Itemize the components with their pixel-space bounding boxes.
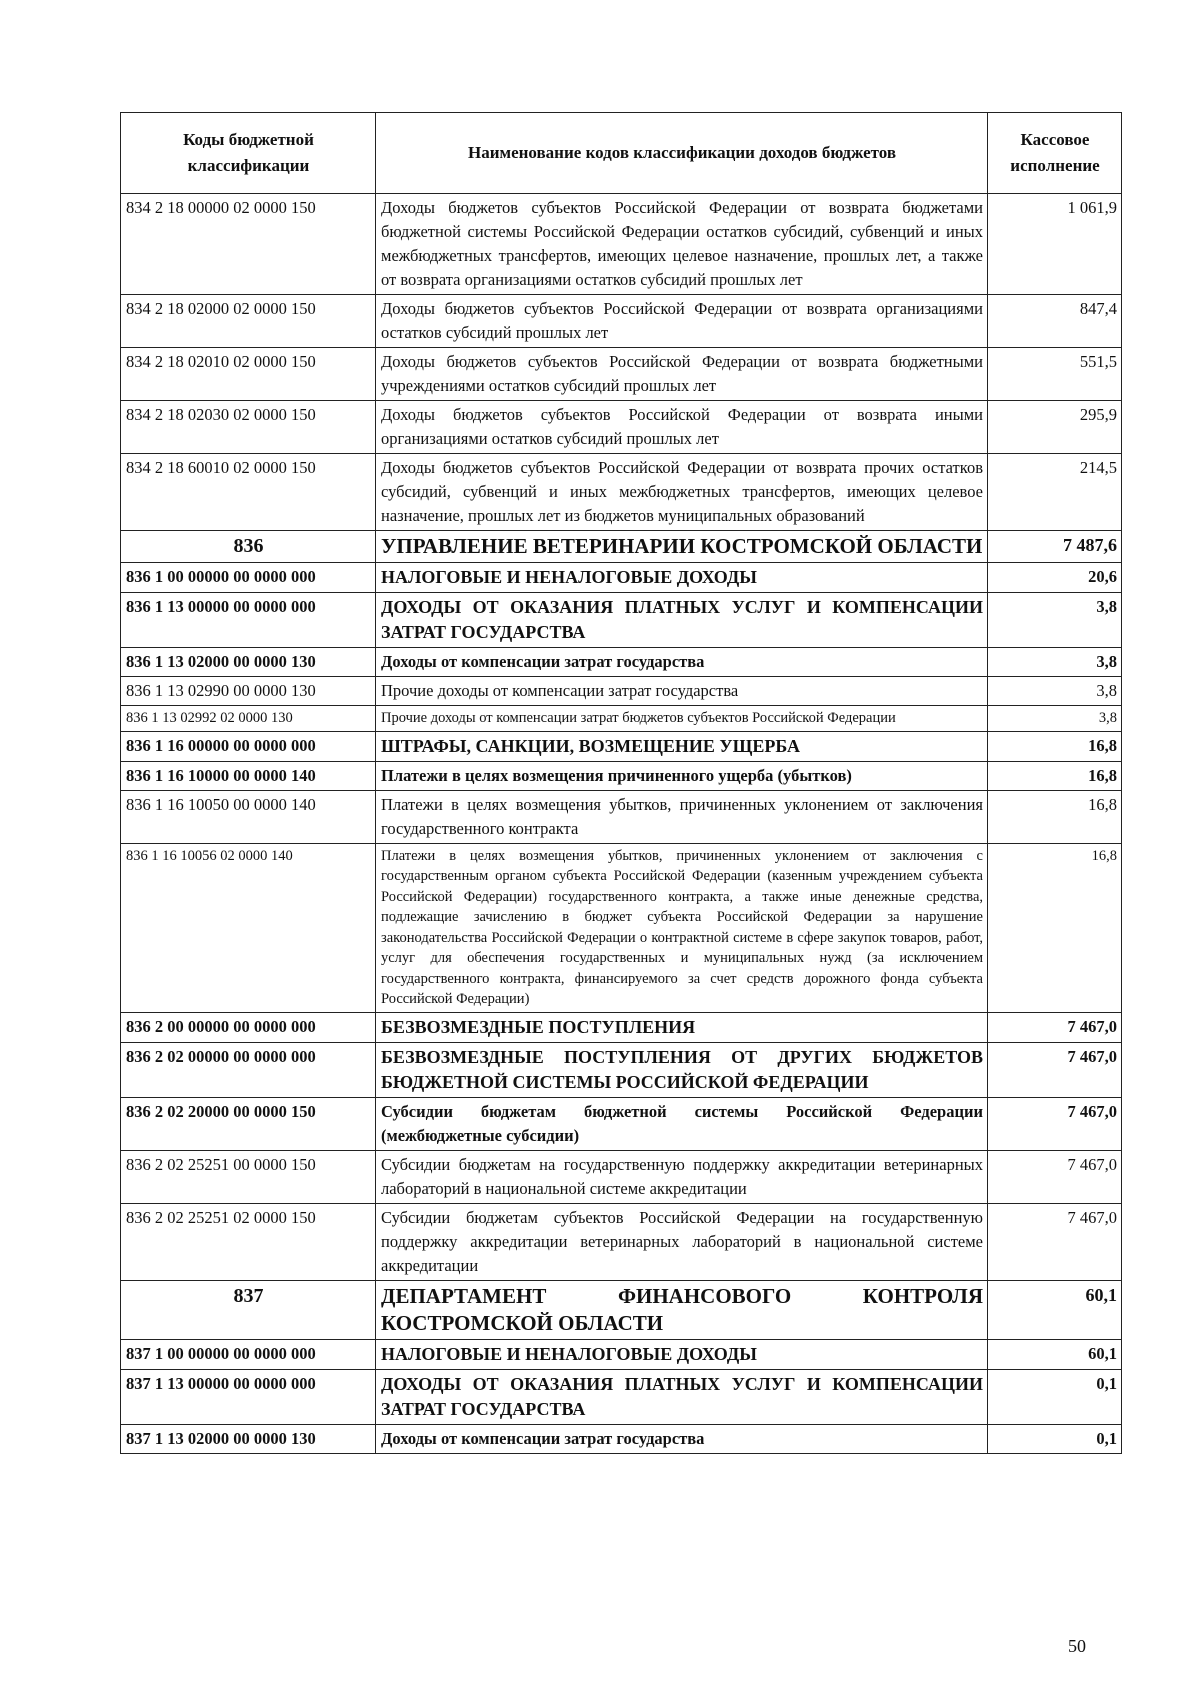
table-row — [121, 1424, 1122, 1453]
table-row — [121, 454, 1122, 531]
table-header-row — [121, 113, 1122, 194]
row-name: Доходы бюджетов субъектов Российской Федерации от возврата бюджетными учреждениями остатков субсидий прошлых лет — [376, 348, 988, 401]
table-row — [121, 1203, 1122, 1280]
row-name: Доходы бюджетов субъектов Российской Федерации от возврата бюджетами бюджетной системы Российской Федерации остатков субсидий, субвенций и иных межбюджетных трансфертов, имеющих целевое назначение, прошлых лет, а также от возврата организациями остатков субсидий прошлых лет — [376, 194, 988, 295]
row-sum: 16,8 — [988, 843, 1122, 1012]
row-name: Субсидии бюджетам на государственную поддержку аккредитации ветеринарных лабораторий в национальной системе аккредитации — [376, 1150, 988, 1203]
row-name: Доходы от компенсации затрат государства — [376, 648, 988, 677]
table-row — [121, 761, 1122, 790]
table-row — [121, 648, 1122, 677]
row-sum: 3,8 — [988, 677, 1122, 706]
row-sum: 3,8 — [988, 648, 1122, 677]
row-name: Доходы от компенсации затрат государства — [376, 1424, 988, 1453]
table-row — [121, 401, 1122, 454]
row-sum: 0,1 — [988, 1424, 1122, 1453]
row-code: 836 2 00 00000 00 0000 000 — [121, 1012, 376, 1042]
row-sum: 60,1 — [988, 1339, 1122, 1369]
table-row — [121, 1369, 1122, 1424]
department-name: ДЕПАРТАМЕНТ ФИНАНСОВОГО КОНТРОЛЯ КОСТРОМСКОЙ ОБЛАСТИ — [376, 1280, 988, 1339]
row-name: ДОХОДЫ ОТ ОКАЗАНИЯ ПЛАТНЫХ УСЛУГ И КОМПЕНСАЦИИ ЗАТРАТ ГОСУДАРСТВА — [376, 593, 988, 648]
row-sum: 7 467,0 — [988, 1012, 1122, 1042]
budget-revenue-table — [120, 112, 1122, 1454]
row-name: Прочие доходы от компенсации затрат государства — [376, 677, 988, 706]
row-name: Субсидии бюджетам бюджетной системы Российской Федерации (межбюджетные субсидии) — [376, 1097, 988, 1150]
row-code: 836 1 16 10050 00 0000 140 — [121, 790, 376, 843]
row-name: НАЛОГОВЫЕ И НЕНАЛОГОВЫЕ ДОХОДЫ — [376, 563, 988, 593]
row-sum: 7 467,0 — [988, 1042, 1122, 1097]
page-number: 50 — [1068, 1636, 1086, 1656]
row-sum: 3,8 — [988, 593, 1122, 648]
department-sum: 7 487,6 — [988, 531, 1122, 563]
row-name: Прочие доходы от компенсации затрат бюджетов субъектов Российской Федерации — [376, 706, 988, 732]
row-code: 836 1 13 02990 00 0000 130 — [121, 677, 376, 706]
row-sum: 847,4 — [988, 295, 1122, 348]
table-row — [121, 1042, 1122, 1097]
header-sum: Кассовое исполнение — [988, 113, 1122, 194]
department-name: УПРАВЛЕНИЕ ВЕТЕРИНАРИИ КОСТРОМСКОЙ ОБЛАСТИ — [376, 531, 988, 563]
table-row — [121, 1339, 1122, 1369]
row-code: 836 1 16 00000 00 0000 000 — [121, 731, 376, 761]
table-row — [121, 677, 1122, 706]
table-row — [121, 1150, 1122, 1203]
row-sum: 20,6 — [988, 563, 1122, 593]
row-code: 836 2 02 25251 00 0000 150 — [121, 1150, 376, 1203]
row-code: 837 1 13 00000 00 0000 000 — [121, 1369, 376, 1424]
row-name: ДОХОДЫ ОТ ОКАЗАНИЯ ПЛАТНЫХ УСЛУГ И КОМПЕНСАЦИИ ЗАТРАТ ГОСУДАРСТВА — [376, 1369, 988, 1424]
department-code: 836 — [121, 531, 376, 563]
table-row — [121, 348, 1122, 401]
row-sum: 214,5 — [988, 454, 1122, 531]
row-name: Субсидии бюджетам субъектов Российской Федерации на государственную поддержку аккредитации ветеринарных лабораторий в национальной системе аккредитации — [376, 1203, 988, 1280]
row-sum: 7 467,0 — [988, 1203, 1122, 1280]
department-code: 837 — [121, 1280, 376, 1339]
row-sum: 16,8 — [988, 761, 1122, 790]
row-sum: 3,8 — [988, 706, 1122, 732]
row-code: 834 2 18 02010 02 0000 150 — [121, 348, 376, 401]
row-code: 836 1 13 02000 00 0000 130 — [121, 648, 376, 677]
row-code: 836 2 02 00000 00 0000 000 — [121, 1042, 376, 1097]
table-row — [121, 194, 1122, 295]
table-row — [121, 563, 1122, 593]
row-sum: 551,5 — [988, 348, 1122, 401]
header-code: Коды бюджетной классификации — [121, 113, 376, 194]
department-row — [121, 531, 1122, 563]
row-name: Платежи в целях возмещения убытков, причиненных уклонением от заключения с государственным органом субъекта Российской Федерации (казенным учреждением субъекта Российской Федерации) государственного контракта, а также иные денежные средства, подлежащие зачислению в бюджет субъекта Российской Федерации за нарушение законодательства Российской Федерации о контрактной системе в сфере закупок товаров, работ, услуг для обеспечения государственных и муниципальных нужд (за исключением государственного контракта, финансируемого за счет средств дорожного фонда субъекта Российской Федерации) — [376, 843, 988, 1012]
table-row — [121, 295, 1122, 348]
row-code: 834 2 18 60010 02 0000 150 — [121, 454, 376, 531]
table-row — [121, 1097, 1122, 1150]
row-code: 836 2 02 25251 02 0000 150 — [121, 1203, 376, 1280]
row-sum: 16,8 — [988, 731, 1122, 761]
row-sum: 295,9 — [988, 401, 1122, 454]
row-name: БЕЗВОЗМЕЗДНЫЕ ПОСТУПЛЕНИЯ ОТ ДРУГИХ БЮДЖЕТОВ БЮДЖЕТНОЙ СИСТЕМЫ РОССИЙСКОЙ ФЕДЕРАЦИИ — [376, 1042, 988, 1097]
row-code: 836 1 13 00000 00 0000 000 — [121, 593, 376, 648]
row-code: 837 1 13 02000 00 0000 130 — [121, 1424, 376, 1453]
row-sum: 7 467,0 — [988, 1150, 1122, 1203]
row-code: 836 2 02 20000 00 0000 150 — [121, 1097, 376, 1150]
row-code: 834 2 18 02030 02 0000 150 — [121, 401, 376, 454]
row-name: Платежи в целях возмещения причиненного ущерба (убытков) — [376, 761, 988, 790]
row-sum: 1 061,9 — [988, 194, 1122, 295]
row-code: 834 2 18 00000 02 0000 150 — [121, 194, 376, 295]
row-name: НАЛОГОВЫЕ И НЕНАЛОГОВЫЕ ДОХОДЫ — [376, 1339, 988, 1369]
row-sum: 0,1 — [988, 1369, 1122, 1424]
table-row — [121, 593, 1122, 648]
row-code: 836 1 16 10000 00 0000 140 — [121, 761, 376, 790]
table-row — [121, 706, 1122, 732]
row-sum: 16,8 — [988, 790, 1122, 843]
row-name: Доходы бюджетов субъектов Российской Федерации от возврата прочих остатков субсидий, субвенций и иных межбюджетных трансфертов, имеющих целевое назначение, прошлых лет из бюджетов муниципальных образований — [376, 454, 988, 531]
table-row — [121, 1012, 1122, 1042]
header-name: Наименование кодов классификации доходов бюджетов — [376, 113, 988, 194]
row-name: БЕЗВОЗМЕЗДНЫЕ ПОСТУПЛЕНИЯ — [376, 1012, 988, 1042]
table-row — [121, 843, 1122, 1012]
row-code: 837 1 00 00000 00 0000 000 — [121, 1339, 376, 1369]
department-row — [121, 1280, 1122, 1339]
table-row — [121, 731, 1122, 761]
row-code: 836 1 00 00000 00 0000 000 — [121, 563, 376, 593]
row-code: 836 1 13 02992 02 0000 130 — [121, 706, 376, 732]
row-name: Доходы бюджетов субъектов Российской Федерации от возврата иными организациями остатков субсидий прошлых лет — [376, 401, 988, 454]
table-row — [121, 790, 1122, 843]
department-sum: 60,1 — [988, 1280, 1122, 1339]
row-code: 834 2 18 02000 02 0000 150 — [121, 295, 376, 348]
row-sum: 7 467,0 — [988, 1097, 1122, 1150]
row-name: Доходы бюджетов субъектов Российской Федерации от возврата организациями остатков субсидий прошлых лет — [376, 295, 988, 348]
row-name: ШТРАФЫ, САНКЦИИ, ВОЗМЕЩЕНИЕ УЩЕРБА — [376, 731, 988, 761]
row-code: 836 1 16 10056 02 0000 140 — [121, 843, 376, 1012]
row-name: Платежи в целях возмещения убытков, причиненных уклонением от заключения государственного контракта — [376, 790, 988, 843]
